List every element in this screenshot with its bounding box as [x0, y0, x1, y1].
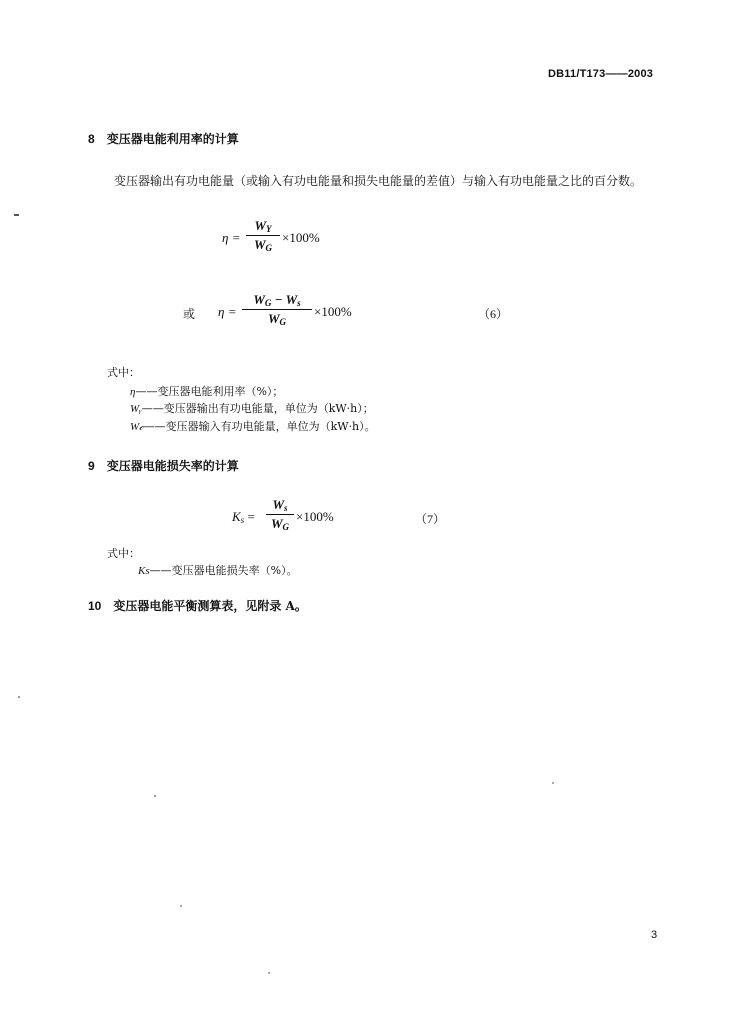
or-label: 或 — [183, 307, 196, 321]
page-number: 3 — [651, 929, 658, 941]
formula-b-fraction — [242, 292, 312, 327]
formula-c-fraction — [266, 497, 294, 532]
scan-speck — [14, 214, 19, 216]
formula-loss-rate — [232, 497, 352, 543]
formula-a-lhs: η = — [222, 230, 241, 245]
formula-c-denominator: $W_G$ — [270, 516, 290, 532]
formula-a-rhs: ×100% — [282, 230, 320, 245]
section-9-title: 变压器电能损失率的计算 — [106, 459, 239, 473]
formula-c-numerator: $W_s$ — [272, 497, 288, 513]
scan-speck — [552, 782, 554, 784]
scan-speck — [18, 696, 20, 698]
equation-number-7: （7） — [415, 512, 446, 526]
section-10-number: 10 — [88, 599, 102, 613]
scan-speck — [180, 905, 182, 907]
definition-ks: Ks——变压器电能损失率（%）。 — [138, 564, 298, 577]
scan-speck — [268, 972, 270, 974]
formula-b-numerator: $W_G - W_s$ — [253, 292, 301, 308]
definition-wy: Wᵧ——变压器输出有功电能量，单位为（kW·h）； — [130, 402, 374, 415]
equation-number-6: （6） — [478, 307, 509, 321]
formula-c-lhs: $K_s$ = — [232, 509, 255, 525]
formula-b-denominator: $W_G$ — [267, 311, 287, 327]
formula-efficiency — [222, 218, 362, 264]
section-10-heading — [88, 597, 307, 614]
section-8-description: 变压器输出有功电能量（或输入有功电能量和损失电能量的差值）与输入有功电能量之比的百分数。 — [114, 174, 643, 188]
standard-code: DB11/T173——2003 — [548, 68, 654, 80]
where-label-9: 式中： — [107, 547, 140, 560]
formula-a-fraction — [246, 218, 280, 253]
formula-b-rhs: ×100% — [314, 304, 352, 319]
formula-b-lhs: η = — [218, 304, 237, 319]
section-8-number: 8 — [88, 132, 95, 146]
section-10-title: 变压器电能平衡测算表，见附录 A。 — [113, 599, 307, 613]
formula-a-numerator: $W_Y$ — [254, 218, 272, 234]
section-8-heading — [88, 130, 239, 147]
section-8-title: 变压器电能利用率的计算 — [106, 132, 239, 146]
definition-wg: W𝒸——变压器输入有功电能量，单位为（kW·h）。 — [130, 420, 376, 433]
formula-efficiency-alt — [218, 292, 358, 338]
section-9-number: 9 — [88, 459, 95, 473]
section-9-heading — [88, 457, 239, 474]
definition-eta: η——变压器电能利用率（%）； — [130, 385, 284, 398]
where-label: 式中： — [107, 366, 140, 379]
formula-c-rhs: ×100% — [296, 509, 334, 524]
scan-speck — [154, 795, 156, 797]
formula-a-denominator: $W_G$ — [253, 237, 273, 253]
